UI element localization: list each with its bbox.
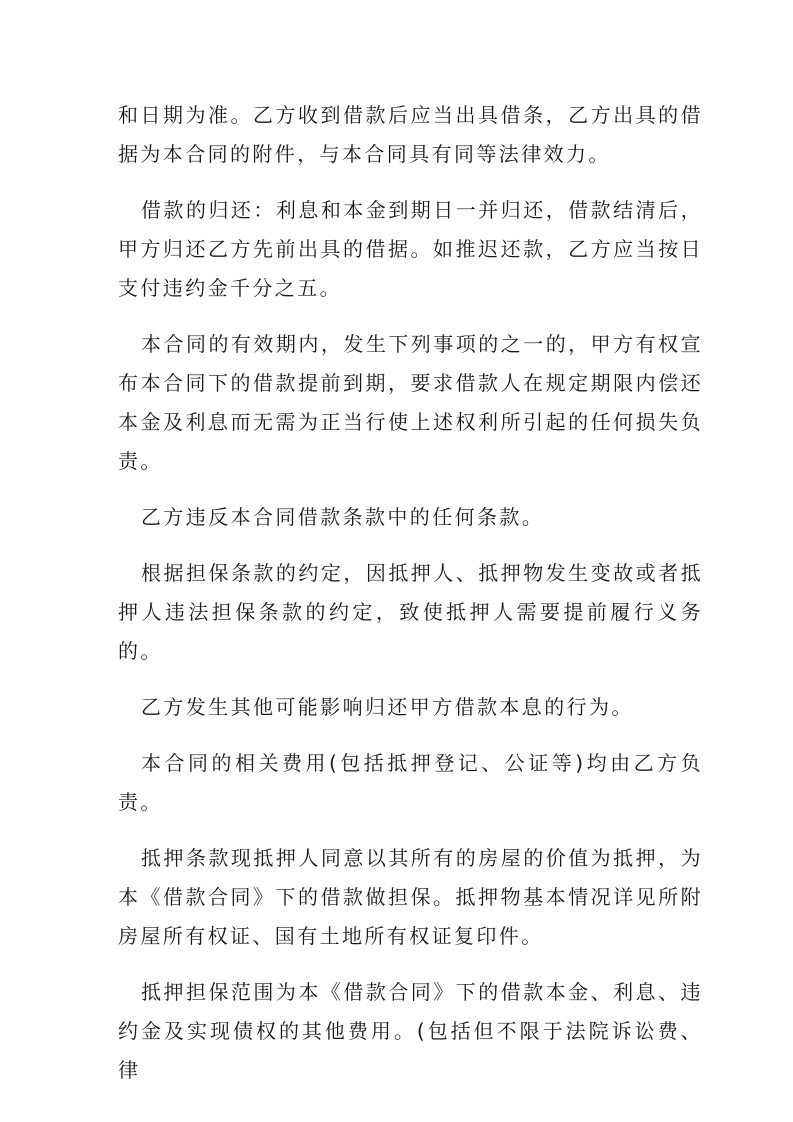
paragraph-5: 根据担保条款的约定，因抵押人、抵押物发生变故或者抵押人违法担保条款的约定，致使抵押人需要提前履行义务的。 (118, 561, 703, 663)
paragraph-2: 借款的归还：利息和本金到期日一并归还，借款结清后，甲方归还乙方先前出具的借据。如推迟还款，乙方应当按日支付违约金千分之五。 (118, 198, 703, 300)
paragraph-8: 抵押条款现抵押人同意以其所有的房屋的价值为抵押，为本《借款合同》下的借款做担保。抵押物基本情况详见所附房屋所有权证、国有土地所有权证复印件。 (118, 846, 703, 948)
document-body (118, 96, 703, 1107)
paragraph-3: 本合同的有效期内，发生下列事项的之一的，甲方有权宣布本合同下的借款提前到期，要求借款人在规定期限内偿还本金及利息而无需为正当行使上述权利所引起的任何损失负责。 (118, 332, 703, 473)
paragraph-1: 和日期为准。乙方收到借款后应当出具借条，乙方出具的借据为本合同的附件，与本合同具有同等法律效力。 (118, 103, 703, 166)
paragraph-7: 本合同的相关费用(包括抵押登记、公证等)均由乙方负责。 (118, 751, 703, 814)
paragraph-4: 乙方违反本合同借款条款中的任何条款。 (141, 505, 545, 529)
paragraph-9: 抵押担保范围为本《借款合同》下的借款本金、利息、违约金及实现债权的其他费用。(包括但不限于法院诉讼费、律 (118, 980, 703, 1082)
paragraph-6: 乙方发生其他可能影响归还甲方借款本息的行为。 (141, 695, 634, 719)
